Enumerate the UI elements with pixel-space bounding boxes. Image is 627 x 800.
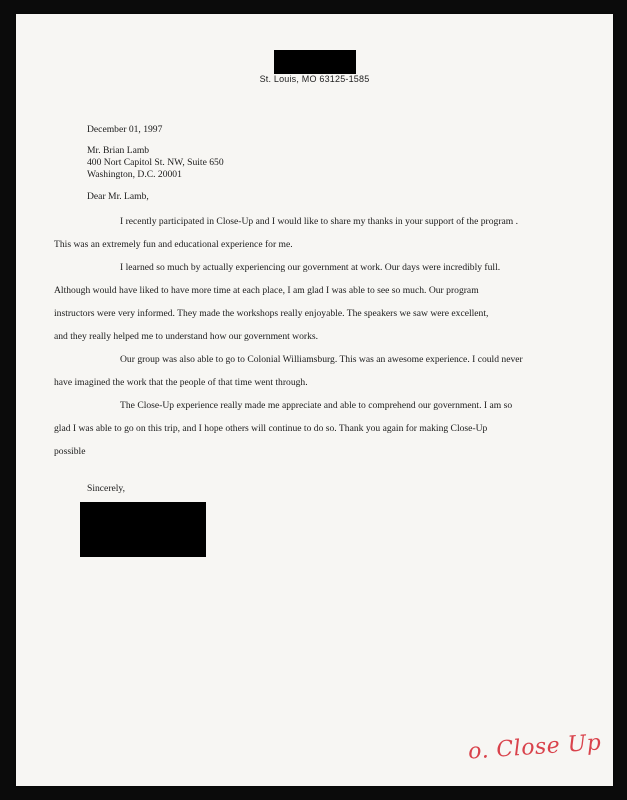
paragraph-line: Although would have liked to have more time at each place, I am glad I was able to see so much. Our program [54, 285, 479, 296]
paragraph-line: glad I was able to go on this trip, and I hope others will continue to do so. Thank you again for making Close-Up [54, 423, 488, 434]
recipient-name: Mr. Brian Lamb [87, 145, 150, 156]
sender-address: St. Louis, MO 63125-1585 [259, 74, 370, 84]
redacted-signature [80, 502, 206, 557]
paragraph-line: The Close-Up experience really made me appreciate and able to comprehend our government. I am so [120, 400, 513, 411]
paragraph-4 [54, 394, 557, 463]
salutation: Dear Mr. Lamb, [87, 191, 149, 202]
letter-body [54, 210, 557, 463]
handwritten-note: o. Close Up [467, 730, 603, 765]
paragraph-line: Our group was also able to go to Colonial Williamsburg. This was an awesome experience. I could never [120, 354, 523, 365]
paragraph-line: possible [54, 446, 86, 457]
recipient-city: Washington, D.C. 20001 [87, 169, 182, 180]
letter-date: December 01, 1997 [87, 124, 163, 135]
paragraph-line: This was an extremely fun and educational experience for me. [54, 239, 293, 250]
paragraph-3 [54, 348, 557, 394]
paragraph-line: I learned so much by actually experiencing our government at work. Our days were incredibly full. [120, 262, 501, 273]
paragraph-line: instructors were very informed. They made the workshops really enjoyable. The speakers we saw were excellent, [54, 308, 489, 319]
closing: Sincerely, [87, 483, 126, 494]
paragraph-line: and they really helped me to understand how our government works. [54, 331, 319, 342]
recipient-block [87, 145, 224, 181]
paragraph-1 [54, 210, 557, 256]
paragraph-2 [54, 256, 557, 348]
letter-page [16, 14, 613, 786]
paragraph-line: I recently participated in Close-Up and I would like to share my thanks in your support of the program . [120, 216, 519, 227]
redacted-letterhead [274, 50, 356, 74]
paragraph-line: have imagined the work that the people of that time went through. [54, 377, 308, 388]
recipient-street: 400 Nort Capitol St. NW, Suite 650 [87, 157, 224, 168]
